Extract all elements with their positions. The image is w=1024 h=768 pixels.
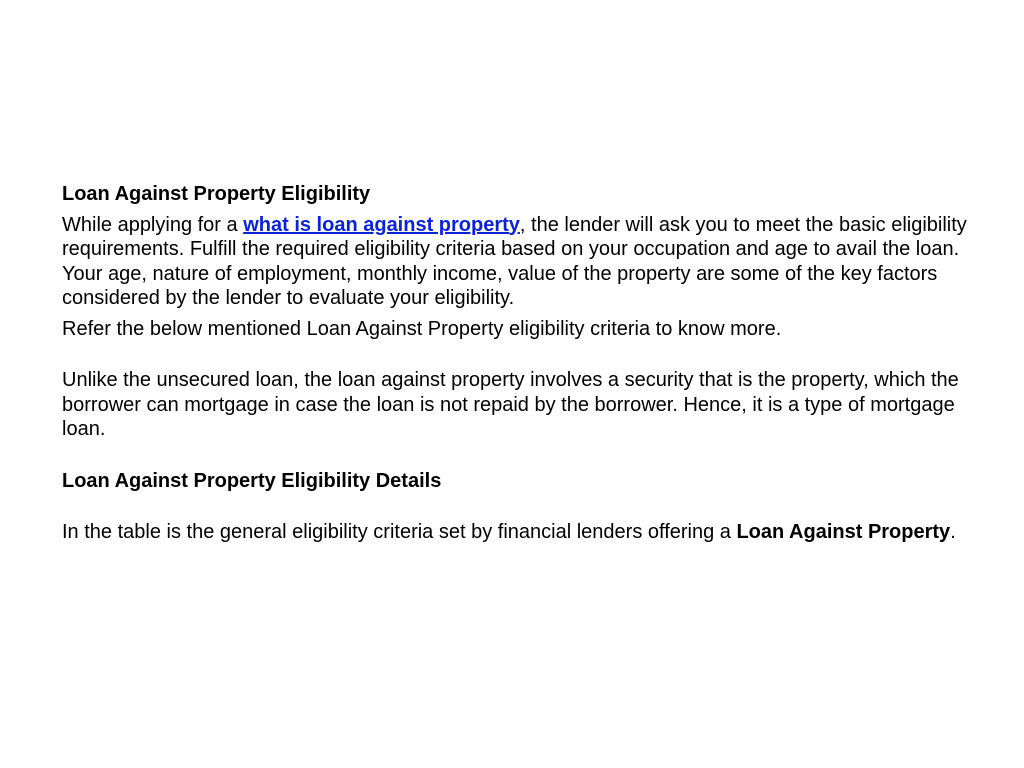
intro-text-after-link: , the lender will ask you to meet the basic eligibility requirements. Fulfill the required eligibility criteria based on your occupation and age to avail the loan. Your age, nature of employment, monthly income, value of the property are some of the key factors considered by the lender to evaluate your eligibility. (62, 213, 967, 309)
heading-eligibility-details: Loan Against Property Eligibility Details (62, 469, 442, 492)
paragraph-unsecured: Unlike the unsecured loan, the loan against property involves a security that is the property, which the borrower can mortgage in case the loan is not repaid by the borrower. Hence, it is a type of mortgage loan. (62, 369, 959, 440)
intro-text-before-link: While applying for a (62, 213, 244, 236)
paragraph-table-intro (62, 520, 967, 545)
table-intro-period: . (950, 521, 956, 543)
heading-eligibility: Loan Against Property Eligibility (62, 183, 371, 205)
loan-against-property-link[interactable]: what is loan against property (243, 213, 520, 236)
paragraph-refer: Refer the below mentioned Loan Against Property eligibility criteria to know more. (62, 317, 782, 340)
table-intro-bold: Loan Against Property (736, 521, 951, 543)
slide-content (62, 182, 967, 545)
table-intro-text: In the table is the general eligibility criteria set by financial lenders offering a (62, 521, 737, 543)
paragraph-intro (62, 213, 967, 311)
